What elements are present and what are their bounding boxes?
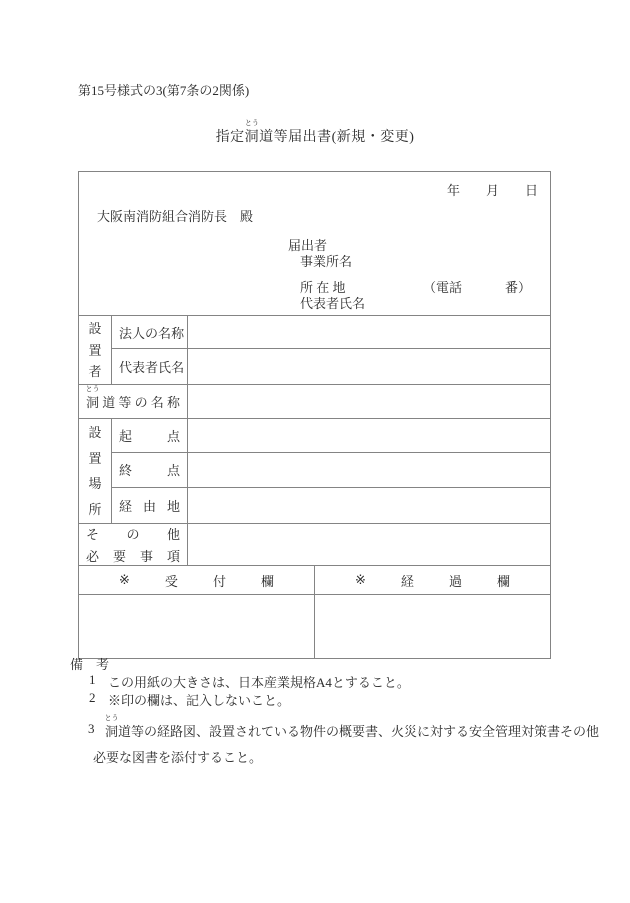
reception-column-label: ※ 受 付 欄 xyxy=(119,572,274,589)
via-point-label-cell xyxy=(112,488,188,524)
installer-group-cell xyxy=(79,316,112,385)
phone-prefix: （電話 xyxy=(423,280,463,295)
corporate-name-value-cell xyxy=(188,316,551,349)
corporate-name-label: 法 人 の 名 称 xyxy=(119,325,185,341)
other-items-row xyxy=(79,524,551,566)
form-header-cell xyxy=(79,172,551,316)
title-ruby xyxy=(244,119,260,146)
tunnel-name-row xyxy=(79,385,551,419)
tunnel-name-label-cell xyxy=(79,385,188,419)
title-suffix: 道等届出書(新規・変更) xyxy=(259,130,415,145)
other-items-label-cell xyxy=(79,524,188,566)
corporate-name-label-cell xyxy=(112,316,188,349)
stamp-box-row xyxy=(79,595,551,659)
notes-heading: 備 考 xyxy=(70,657,110,672)
note-3-number: 3 xyxy=(88,721,95,736)
notifier-label: 届出者 xyxy=(288,238,328,253)
title-prefix: 指定 xyxy=(215,130,245,145)
progress-column-label: ※ 経 過 欄 xyxy=(355,572,510,589)
tunnel-ruby xyxy=(85,385,100,411)
note-3-furigana: とう xyxy=(104,714,119,722)
business-name-label: 事業所名 xyxy=(300,254,353,269)
note-1-text: この用紙の大きさは、日本産業規格A4とすること。 xyxy=(108,675,410,690)
other-items-line2: 必 要 事 項 xyxy=(86,549,180,564)
document-title xyxy=(0,119,630,146)
location-group-label: 設 置 場 所 xyxy=(88,425,102,517)
representative-row xyxy=(79,349,551,385)
representative-label: 代表者氏名 xyxy=(300,296,366,311)
via-point-row xyxy=(79,488,551,524)
representative-label-cell xyxy=(112,349,188,385)
note-3-ruby-base: 洞 xyxy=(105,724,119,739)
note-2-number: 2 xyxy=(89,690,96,705)
title-furigana: とう xyxy=(244,119,259,127)
note-3-text-rest: 道等の経路図、設置されている物件の概要書、火災に対する安全管理対策書その他 xyxy=(118,724,600,739)
end-point-value-cell xyxy=(188,452,551,488)
reception-box-cell xyxy=(79,595,315,659)
note-1-number: 1 xyxy=(89,672,96,687)
start-point-value-cell xyxy=(188,419,551,453)
date-line: 年 月 日 xyxy=(446,183,538,198)
phone-suffix: 番） xyxy=(504,280,531,295)
other-items-value-cell xyxy=(188,524,551,566)
tunnel-name-value-cell xyxy=(188,385,551,419)
form-header-row xyxy=(79,172,551,316)
addressee: 大阪南消防組合消防長 殿 xyxy=(97,209,254,224)
note-3-ruby xyxy=(104,714,119,740)
representative-name-label: 代 表 者 氏 名 xyxy=(119,360,185,376)
other-items-label xyxy=(79,524,187,565)
address-label: 所 在 地 xyxy=(300,280,346,295)
notification-form-table xyxy=(78,171,551,659)
installer-group-label: 設 置 者 xyxy=(88,321,102,379)
end-point-row xyxy=(79,452,551,488)
progress-box-cell xyxy=(315,595,551,659)
form-number: 第15号様式の3(第7条の2関係) xyxy=(78,83,250,98)
reception-header-cell xyxy=(79,566,315,595)
corporate-name-row xyxy=(79,316,551,349)
tunnel-ruby-base: 洞 xyxy=(86,395,100,410)
stamp-header-row xyxy=(79,566,551,595)
end-point-label: 終 点 xyxy=(119,463,180,479)
tunnel-name-label: とう 洞 道 等 の 名 称 xyxy=(85,385,180,410)
via-point-value-cell xyxy=(188,488,551,524)
note-2-text: ※印の欄は、記入しないこと。 xyxy=(108,693,291,708)
representative-value-cell xyxy=(188,349,551,385)
title-ruby-base: 洞 xyxy=(244,130,260,145)
note-3-text-line2: 必要な図書を添付すること。 xyxy=(93,750,263,765)
progress-header-cell xyxy=(315,566,551,595)
start-point-label-cell xyxy=(112,419,188,453)
other-items-line1: そ の 他 xyxy=(86,527,180,542)
phone-line xyxy=(423,277,531,296)
location-group-cell xyxy=(79,419,112,524)
end-point-label-cell xyxy=(112,452,188,488)
start-point-label: 起 点 xyxy=(119,428,180,444)
note-3-text xyxy=(104,714,600,740)
tunnel-furigana: とう xyxy=(85,385,100,393)
start-point-row xyxy=(79,419,551,453)
via-point-label: 経 由 地 xyxy=(119,499,180,515)
